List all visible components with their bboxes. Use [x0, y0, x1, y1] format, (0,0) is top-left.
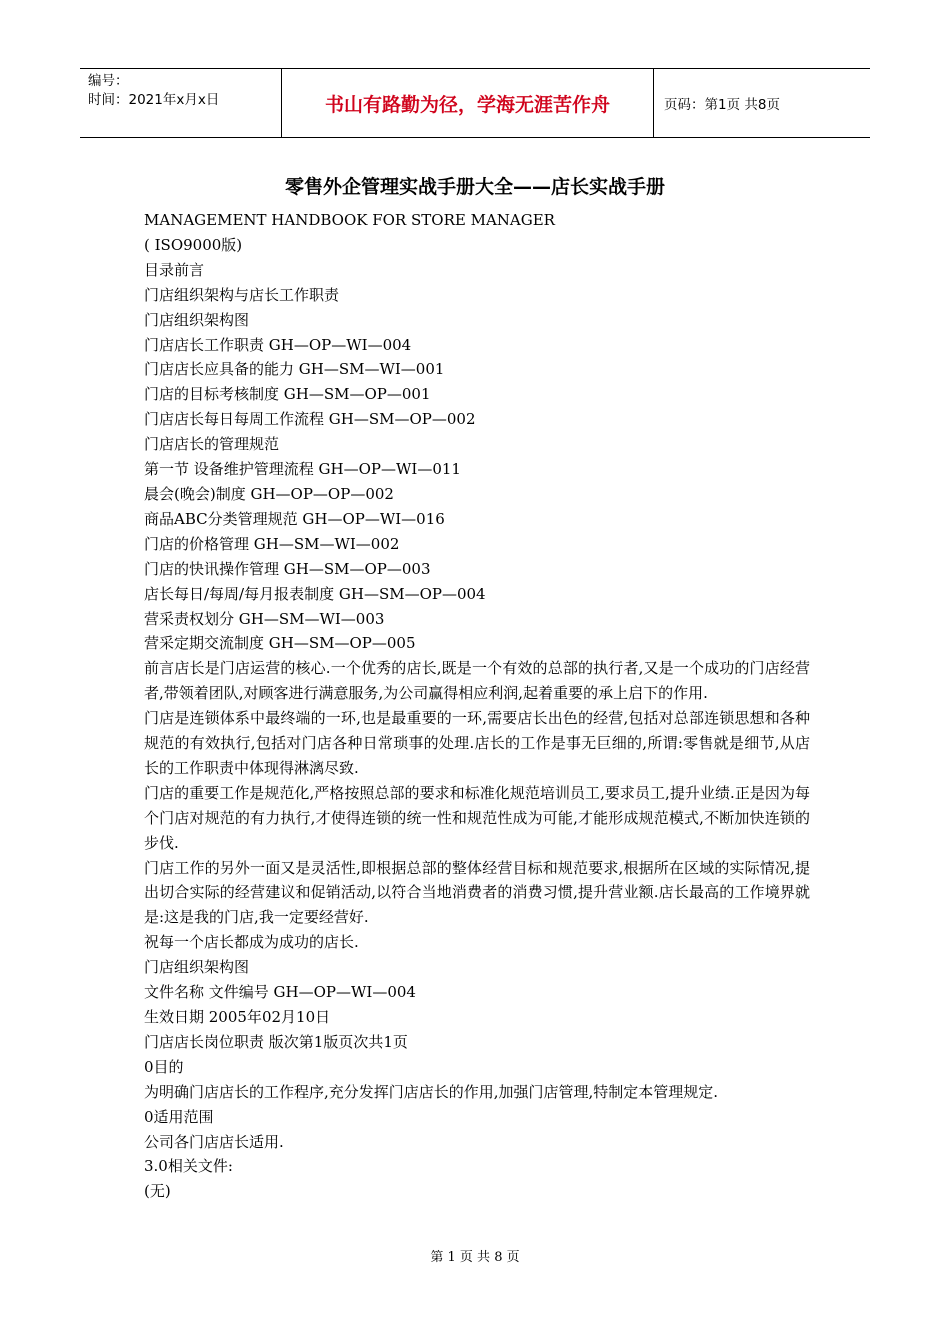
document-time-label: 时间：2021年x月x日 — [88, 92, 220, 108]
text-line: 祝每一个店长都成为成功的店长. — [144, 933, 359, 952]
section-heading: 门店组织架构图 — [144, 958, 250, 977]
text-line: 为明确门店店长的工作程序,充分发挥门店店长的作用,加强门店管理,特制定本管理规定. — [144, 1082, 719, 1101]
toc-item: 门店店长每日每周工作流程 GH—SM—OP—002 — [144, 410, 476, 429]
text-line: 生效日期 2005年02月10日 — [144, 1008, 331, 1026]
toc-item: 门店组织架构图 — [144, 310, 250, 329]
toc-item: 营采定期交流制度 GH—SM—OP—005 — [144, 634, 416, 653]
toc-item: 门店组织架构与店长工作职责 — [144, 285, 340, 304]
section-heading: 0目的 — [144, 1057, 184, 1076]
toc-item: 门店店长应具备的能力 GH—SM—WI—001 — [144, 360, 445, 379]
toc-item: 第一节 设备维护管理流程 GH—OP—WI—011 — [144, 460, 461, 479]
page-footer: 第 1 页 共 8 页 — [430, 1250, 520, 1265]
header-table — [80, 68, 870, 138]
text-line: 公司各门店店长适用. — [144, 1132, 284, 1151]
toc-item: 门店的目标考核制度 GH—SM—OP—001 — [144, 385, 431, 404]
document-number-label: 编号： — [88, 73, 129, 89]
header-motto: 书山有路勤为径，学海无涯苦作舟 — [282, 69, 654, 137]
header-page-info: 页码：第1页 共8页 — [664, 97, 780, 113]
text-line: (无) — [144, 1182, 171, 1201]
preface-paragraph: 门店是连锁体系中最终端的一环,也是最重要的一环,需要店长出色的经营,包括对总部连锁思想和各种规范的有效执行,包括对门店各种日常琐事的处理.店长的工作是事无巨细的,所谓:零售就是细节,从店长的工作职责中体现得淋漓尽致. — [144, 709, 810, 777]
toc-item: 门店店长的管理规范 — [144, 435, 280, 454]
document-body — [144, 208, 810, 1204]
text-line: 门店店长岗位职责 版次第1版页次共1页 — [144, 1032, 408, 1051]
toc-item: 目录前言 — [144, 260, 205, 279]
toc-item: 营采责权划分 GH—SM—WI—003 — [144, 609, 385, 628]
preface-paragraph: 门店的重要工作是规范化,严格按照总部的要求和标准化规范培训员工,要求员工,提升业绩.正是因为每个门店对规范的有力执行,才使得连锁的统一性和规范性成为可能,才能形成规范模式,不断加快连锁的步伐. — [144, 783, 810, 852]
text-line: ( ISO9000版) — [144, 235, 243, 254]
header-meta-cell — [80, 69, 282, 137]
document-title: 零售外企管理实战手册大全——店长实战手册 — [284, 176, 665, 198]
text-line: MANAGEMENT HANDBOOK FOR STORE MANAGER — [144, 211, 555, 229]
text-line: 文件名称 文件编号 GH—OP—WI—004 — [144, 983, 416, 1002]
toc-item: 店长每日/每周/每月报表制度 GH—SM—OP—004 — [144, 584, 486, 603]
toc-item: 门店店长工作职责 GH—OP—WI—004 — [144, 335, 412, 354]
toc-item: 晨会(晚会)制度 GH—OP—OP—002 — [144, 484, 394, 503]
toc-item: 商品ABC分类管理规范 GH—OP—WI—016 — [144, 509, 445, 528]
section-heading: 3.0相关文件: — [144, 1157, 233, 1176]
toc-item: 门店的快讯操作管理 GH—SM—OP—003 — [144, 559, 431, 578]
toc-item: 门店的价格管理 GH—SM—WI—002 — [144, 534, 400, 553]
preface-paragraph: 门店工作的另外一面又是灵活性,即根据总部的整体经营目标和规范要求,根据所在区域的实际情况,提出切合实际的经营建议和促销活动,以符合当地消费者的消费习惯,提升营业额.店长最高的工作境界就是:这是我的门店,我一定要经营好. — [144, 858, 810, 927]
preface-paragraph: 前言店长是门店运营的核心.一个优秀的店长,既是一个有效的总部的执行者,又是一个成功的门店经营者,带领着团队,对顾客进行满意服务,为公司赢得相应利润,起着重要的承上启下的作用. — [144, 659, 810, 703]
section-heading: 0适用范围 — [144, 1107, 214, 1126]
